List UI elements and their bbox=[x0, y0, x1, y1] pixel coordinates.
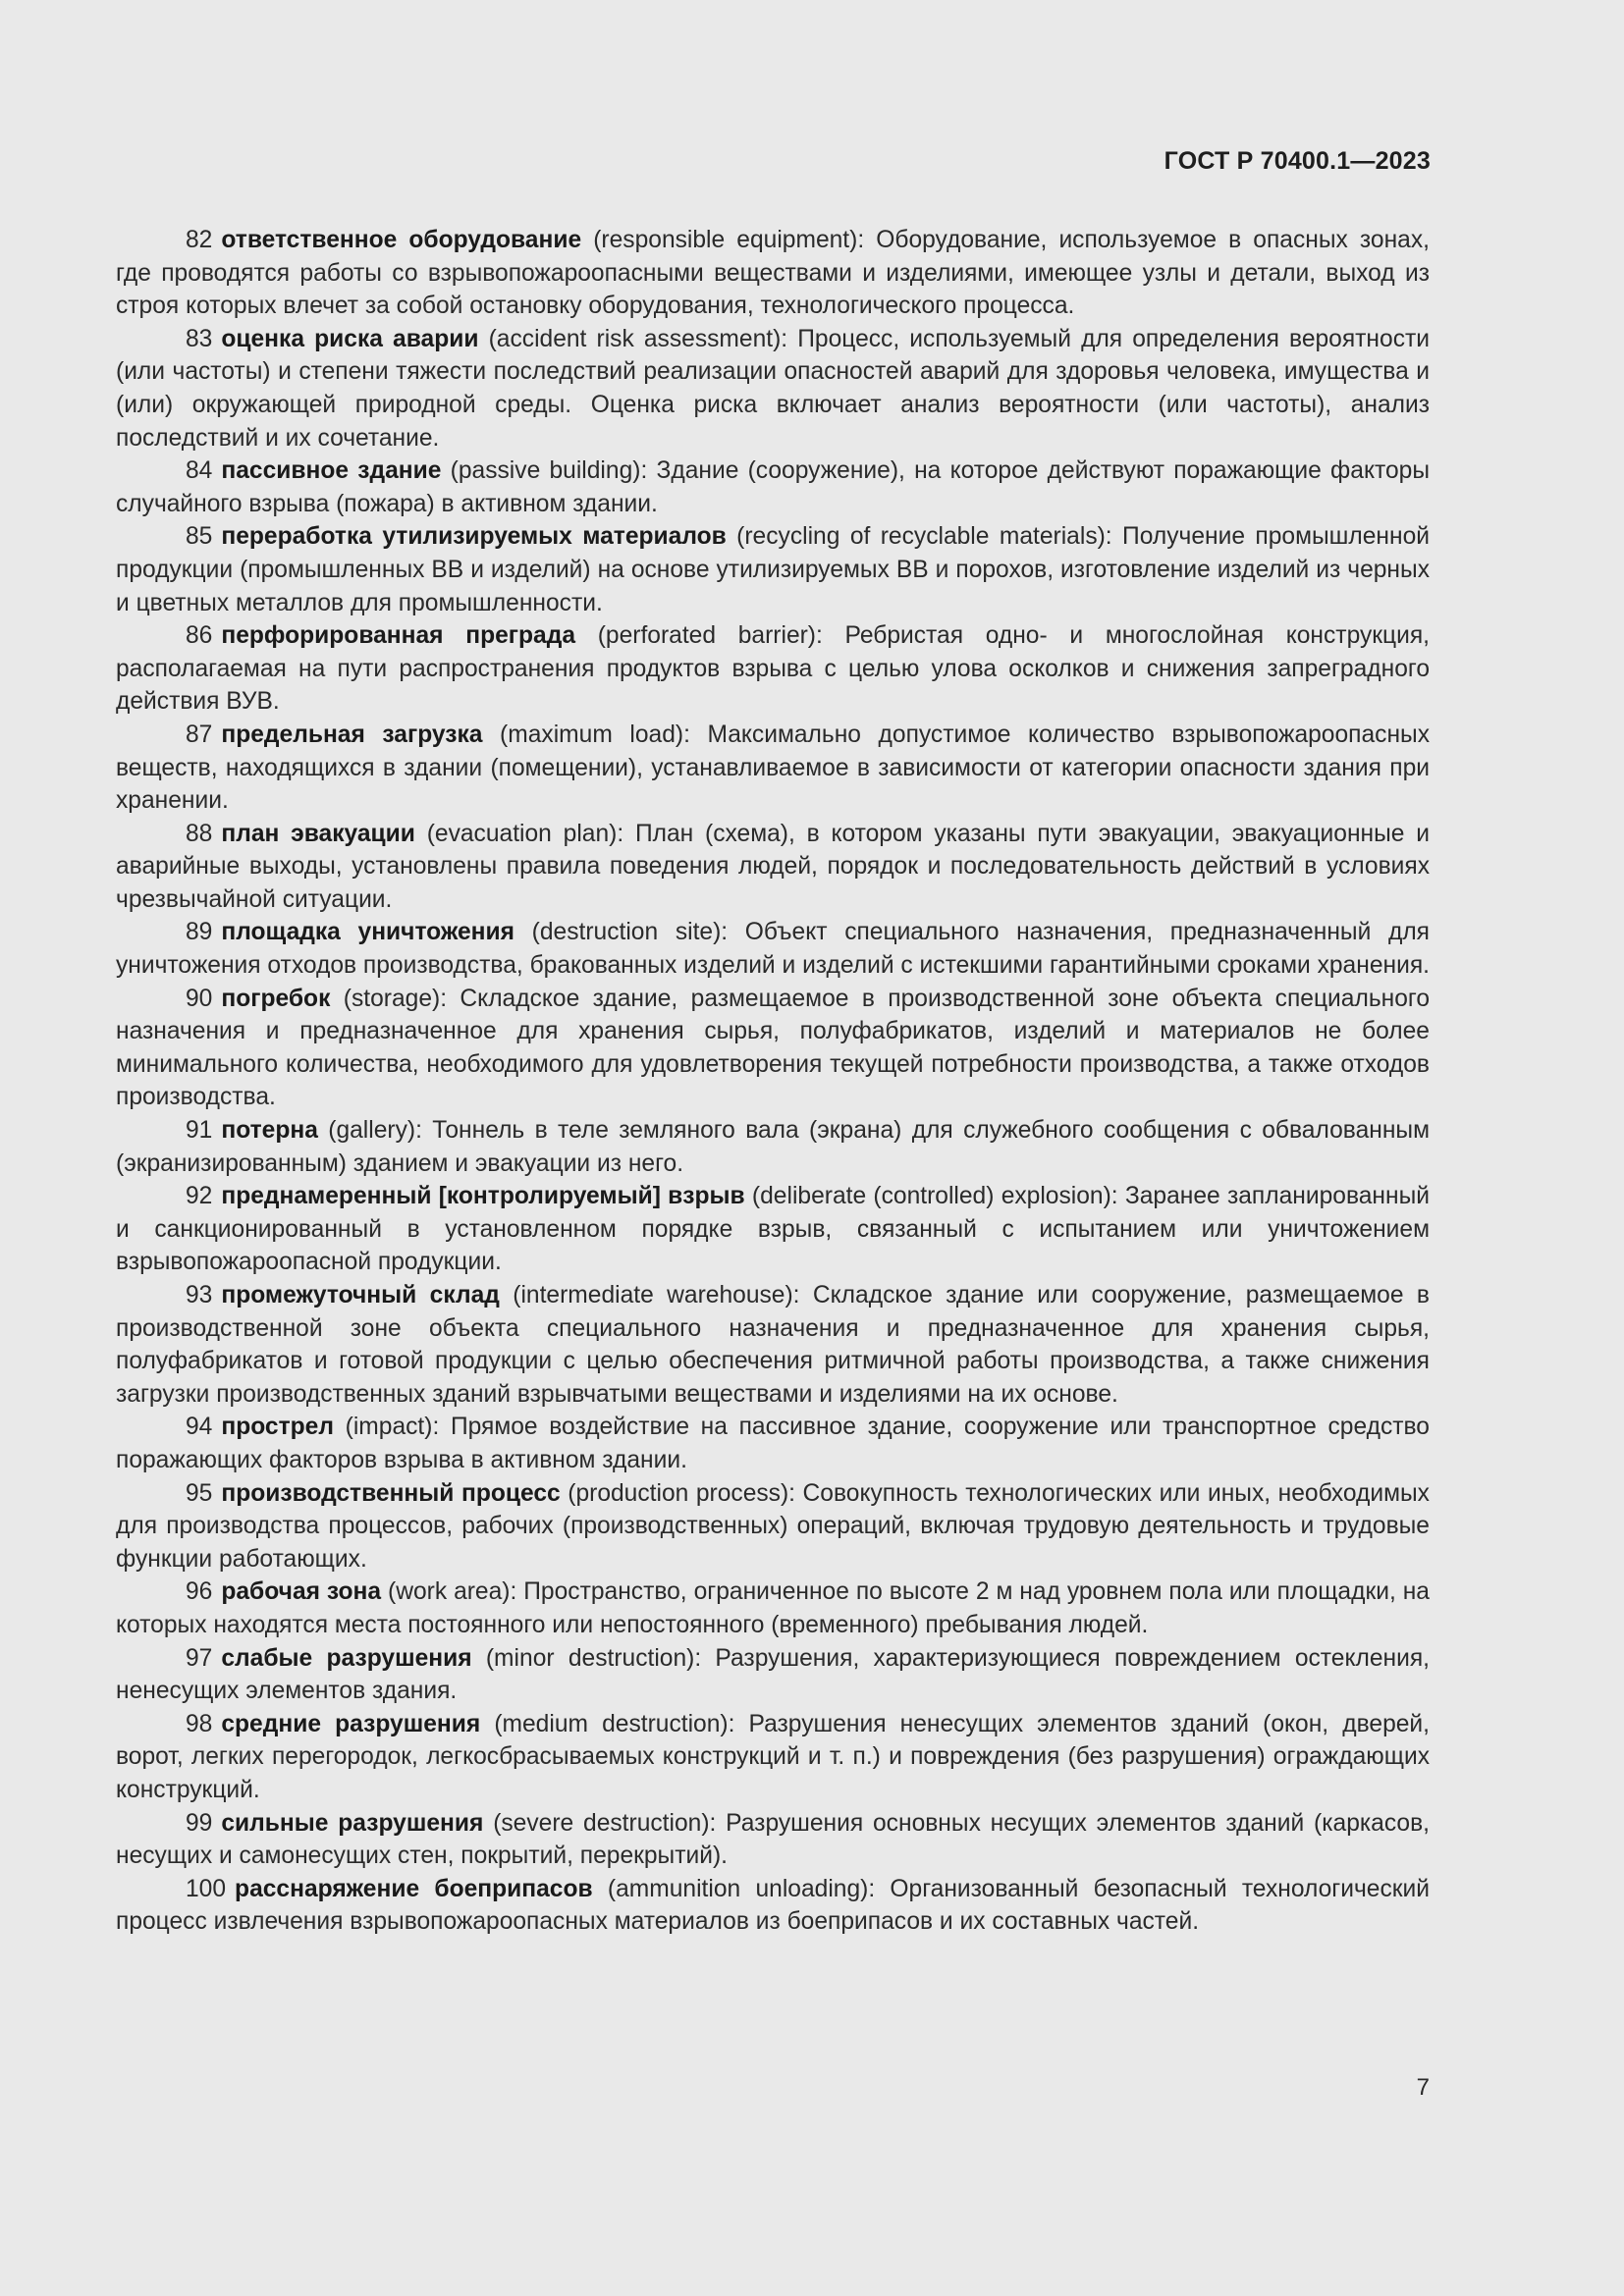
entry-number: 89 bbox=[186, 919, 213, 946]
entry-number: 90 bbox=[186, 985, 213, 1012]
entry-definition: (maximum load): Максимально допустимое количество взрывопожароопасных веществ, находящихся в здании (помещении), устанавливаемое в зависимости от категории опасности здания при хранении. bbox=[116, 721, 1430, 815]
entry-definition: (recycling of recyclable materials): Получение промышленной продукции (промышленных ВВ и изделий) на основе утилизируемых ВВ и порохов, изготовление изделий из черных и цветных металлов для промышленности. bbox=[116, 523, 1430, 616]
entry-term: рабочая зона bbox=[221, 1578, 382, 1606]
definition-entry bbox=[116, 1873, 1430, 1939]
entry-definition: (minor destruction): Разрушения, характеризующиеся повреждением остекления, ненесущих элементов здания. bbox=[116, 1644, 1430, 1705]
entry-number: 96 bbox=[186, 1578, 213, 1606]
entry-number: 95 bbox=[186, 1479, 213, 1507]
document-code-header: ГОСТ Р 70400.1—2023 bbox=[1164, 147, 1431, 175]
definition-entry bbox=[116, 224, 1430, 323]
definition-entry bbox=[116, 1807, 1430, 1873]
entry-term: ответственное оборудование bbox=[221, 227, 582, 253]
entry-term: погребок bbox=[221, 985, 331, 1012]
entry-definition: (accident risk assessment): Процесс, используемый для определения вероятности (или частоты) и степени тяжести последствий реализации опасностей аварий для здоровья человека, имущества и (или) окружающей природной среды. Оценка риска включает анализ вероятности (или частоты), анализ последствий и их сочетание. bbox=[116, 325, 1430, 452]
entry-number: 99 bbox=[186, 1809, 213, 1837]
definition-entry bbox=[116, 719, 1430, 818]
entry-number: 88 bbox=[186, 820, 213, 847]
definition-entry bbox=[116, 1708, 1430, 1807]
definition-entry bbox=[116, 323, 1430, 454]
entry-term: перфорированная преграда bbox=[221, 622, 576, 650]
entry-definition: (responsible equipment): Оборудование, используемое в опасных зонах, где проводятся работы со взрывопожароопасными веществами и изделиями, имеющее узлы и детали, выход из строя которых влечет за собой остановку оборудования, технологического процесса. bbox=[116, 227, 1430, 320]
entry-term: производственный процесс bbox=[221, 1479, 561, 1507]
definition-entry bbox=[116, 1114, 1430, 1180]
definition-entry bbox=[116, 916, 1430, 982]
entry-term: слабые разрушения bbox=[221, 1644, 472, 1672]
entry-number: 91 bbox=[186, 1117, 213, 1145]
entry-definition: (storage): Складское здание, размещаемое в производственной зоне объекта специального назначения и предназначенное для хранения сырья, полуфабрикатов, изделий и материалов не более минимального количества, необходимого для удовлетворения текущей потребности производства, а также отходов производства. bbox=[116, 985, 1430, 1111]
entry-number: 85 bbox=[186, 523, 213, 551]
entry-definition: (ammunition unloading): Организованный безопасный технологический процесс извлечения взрывопожароопасных материалов из боеприпасов и их составных частей. bbox=[116, 1875, 1430, 1936]
entry-term: переработка утилизируемых материалов bbox=[221, 523, 727, 551]
entry-number: 97 bbox=[186, 1644, 213, 1672]
entry-term: площадка уничтожения bbox=[221, 919, 514, 946]
entry-definition: (medium destruction): Разрушения ненесущих элементов зданий (окон, дверей, ворот, легких перегородок, легкосбрасываемых конструкций и т. п.) и повреждения (без разрушения) ограждающих конструкций. bbox=[116, 1710, 1430, 1803]
definition-entry bbox=[116, 454, 1430, 520]
entry-term: сильные разрушения bbox=[221, 1809, 484, 1837]
entry-term: пассивное здание bbox=[221, 457, 442, 485]
entry-number: 86 bbox=[186, 622, 213, 650]
entry-definition: (gallery): Тоннель в теле земляного вала (экрана) для служебного сообщения с обвалованным (экранизированным) зданием и эвакуации из него. bbox=[116, 1117, 1430, 1177]
definition-entry bbox=[116, 1411, 1430, 1476]
definition-entry bbox=[116, 1642, 1430, 1708]
entry-term: расснаряжение боеприпасов bbox=[235, 1875, 593, 1902]
entry-number: 93 bbox=[186, 1282, 213, 1308]
entry-term: оценка риска аварии bbox=[221, 325, 479, 352]
entry-definition: (deliberate (controlled) explosion): Заранее запланированный и санкционированный в установленном порядке взрыв, связанный с испытанием или уничтожением взрывопожароопасной продукции. bbox=[116, 1183, 1430, 1276]
entry-definition: (perforated barrier): Ребристая одно- и многослойная конструкция, располагаемая на пути распространения продуктов взрыва с целью улова осколков и снижения запреградного действия ВУВ. bbox=[116, 622, 1431, 716]
entry-number: 87 bbox=[186, 721, 213, 748]
entry-term: промежуточный склад bbox=[221, 1282, 500, 1308]
entry-number: 82 bbox=[186, 227, 213, 253]
entry-definition: (intermediate warehouse): Складское здание или сооружение, размещаемое в производственной зоне объекта специального назначения и предназначенное для хранения сырья, полуфабрикатов и готовой продукции с целью обеспечения ритмичной работы производства, а также снижения загрузки производственных зданий взрывчатыми веществами и изделиями на их основе. bbox=[116, 1282, 1430, 1408]
entry-definition: (passive building): Здание (сооружение), на которое действуют поражающие факторы случайного взрыва (пожара) в активном здании. bbox=[116, 457, 1430, 517]
entry-number: 100 bbox=[186, 1875, 227, 1902]
entry-number: 83 bbox=[186, 325, 213, 352]
entry-term: средние разрушения bbox=[221, 1710, 481, 1737]
definition-entry bbox=[116, 1180, 1430, 1279]
entry-number: 92 bbox=[186, 1183, 213, 1210]
entry-term: прострел bbox=[221, 1414, 334, 1441]
entry-term: план эвакуации bbox=[221, 820, 415, 847]
entry-definition: (destruction site): Объект специального назначения, предназначенный для уничтожения отходов производства, бракованных изделий и изделий с истекшими гарантийными сроками хранения. bbox=[116, 919, 1430, 980]
entry-number: 84 bbox=[186, 457, 213, 485]
entry-definition: (impact): Прямое воздействие на пассивное здание, сооружение или транспортное средство поражающих факторов взрыва в активном здании. bbox=[116, 1414, 1430, 1473]
entry-term: потерна bbox=[221, 1117, 318, 1145]
page-number: 7 bbox=[1416, 2074, 1430, 2101]
entry-definition: (evacuation plan): План (схема), в котором указаны пути эвакуации, эвакуационные и аварийные выходы, установлены правила поведения людей, порядок и последовательность действий в условиях чрезвычайной ситуации. bbox=[116, 820, 1430, 913]
entry-definition: (production process): Совокупность технологических или иных, необходимых для производства процессов, рабочих (производственных) операций, включая трудовую деятельность и трудовые функции работающих. bbox=[116, 1479, 1430, 1573]
entry-term: предельная загрузка bbox=[221, 721, 483, 748]
definition-entry bbox=[116, 818, 1430, 917]
entry-definition: (severe destruction): Разрушения основных несущих элементов зданий (каркасов, несущих и самонесущих стен, покрытий, перекрытий). bbox=[116, 1809, 1431, 1870]
definition-entry bbox=[116, 1575, 1430, 1641]
definition-entry bbox=[116, 983, 1430, 1114]
entry-term: преднамеренный [контролируемый] взрыв bbox=[221, 1183, 745, 1210]
entry-number: 98 bbox=[186, 1710, 213, 1737]
definition-entry bbox=[116, 1477, 1430, 1576]
entry-number: 94 bbox=[186, 1414, 213, 1441]
entry-definition: (work area): Пространство, ограниченное по высоте 2 м над уровнем пола или площадки, на которых находятся места постоянного или непостоянного (временного) пребывания людей. bbox=[116, 1578, 1430, 1638]
definitions-list bbox=[116, 224, 1430, 1939]
definition-entry bbox=[116, 1279, 1430, 1411]
definition-entry bbox=[116, 619, 1430, 719]
definition-entry bbox=[116, 520, 1430, 619]
